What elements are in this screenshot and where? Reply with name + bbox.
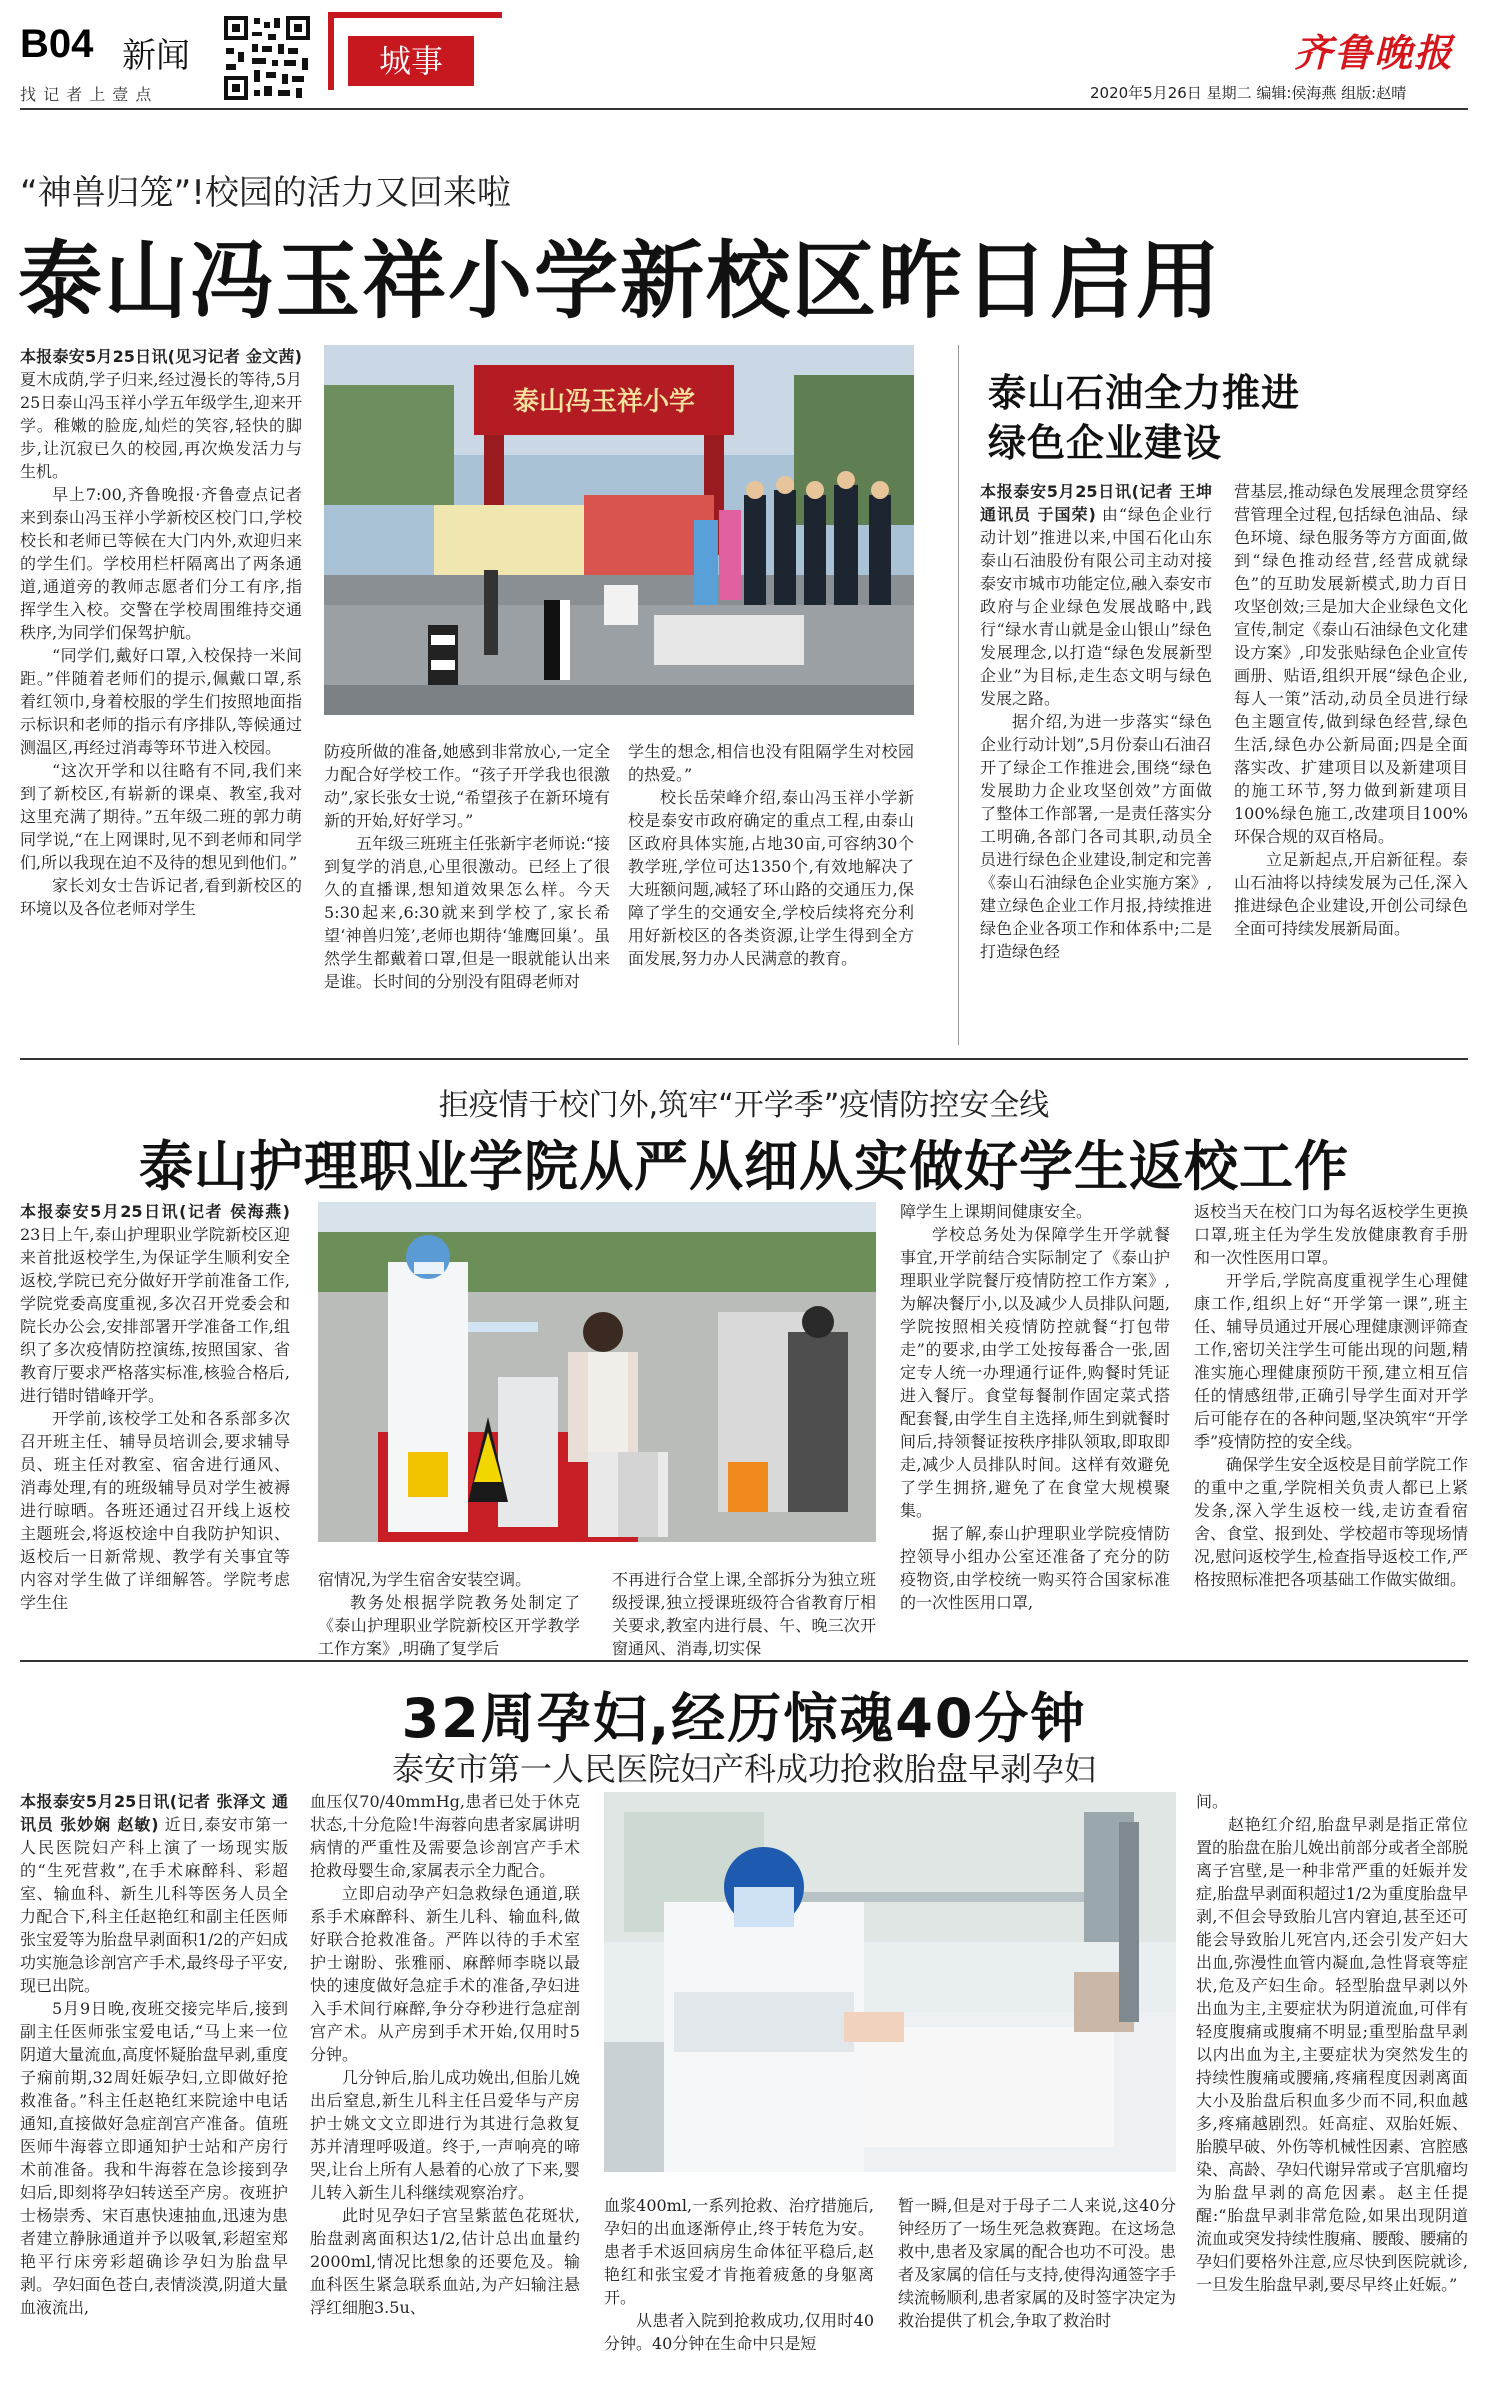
story3-col1: 本报泰安5月25日讯(记者 侯海燕) 23日上午,泰山护理职业学院新校区迎来首批返校学生,为保证学生顺利安全返校,学院已充分做好开学前准备工作,学院党委高度重视,多次召开党委会和院长办公会,安排部署开学准备工作,组织了多次疫情防控演练,按照国家、省教育厅要求严格落实标准,核验合格后,进行错时错峰开学。 开学前,该校学工处和各系部多次召开班主任、辅导员培训会,要求辅导员、班主任对教室、宿舍进行通风、消毒处理,有的班级辅导员对学生被褥进行晾晒。各班还通过召开线上返校主题班会,将返校途中自我防护知识、返校后一日新常规、教学有关事宜等内容对学生做了详细解答。学院考虑学生住 [20,1202,290,1612]
sub-left: 找 记 者 上 壹 点 [20,85,153,104]
story3-col5: 返校当天在校门口为每名返校学生更换口罩,班主任为学生发放健康教育手册和一次性医用口罩。 开学后,学院高度重视学生心理健康工作,组织上好“开学第一课”,班主任、辅导员通过开展心理健康测评筛查工作,密切关注学生可能出现的问题,精准实施心理健康预防干预,建立相互信任的情感纽带,正确引导学生面对开学后可能存在的各种问题,坚决筑牢“开学季”疫情防控的安全线。 确保学生安全返校是目前学院工作的重中之重,学院相关负责人都已上紧发条,深入学生返校一线,走访查看宿舍、食堂、报到处、学校超市等现场情况,慰问返校学生,检查指导返校工作,严格按照标准把各项基础工作做实做细。 [1194,1202,1468,1589]
story3-kicker: 拒疫情于校门外,筑牢“开学季”疫情防控安全线 [438,1088,1050,1123]
story4-subhead: 泰安市第一人民医院妇产科成功抢救胎盘早剥孕妇 [391,1750,1096,1788]
section-tag-label: 城事 [378,42,443,80]
section-rule-1 [20,1058,1468,1060]
story4-col2: 血压仅70/40mmHg,患者已处于休克状态,十分危险!牛海蓉向患者家属讲明病情的严重性及需要急诊剖宫产手术抢救母婴生命,家属表示全力配合。 立即启动孕产妇急救绿色通道,联系手术麻醉科、新生儿科、输血科,做好联合抢救准备。严阵以待的手术室护士谢盼、张雅丽、麻醉师李晓以最快的速度做好急症手术的准备,孕妇进入手术间行麻醉,争分夺秒进行急症剖宫产术。从产房到手术开始,仅用时5分钟。 几分钟后,胎儿成功娩出,但胎儿娩出后窒息,新生儿科主任吕爱华与产房护士姚文文立即进行为其进行急救复苏并清理呼吸道。终于,一声响亮的啼哭,让台上所有人悬着的心放了下来,婴儿转入新生儿科继续观察治疗。 此时见孕妇子宫呈紫蓝色花斑状,胎盘剥离面积达1/2,估计总出血量约2000ml,情况比想象的还要危及。输血科医生紧急联系血站,为产妇输注悬浮红细胞3.5u、 [310,1792,580,2317]
story2-headline [988,368,1318,468]
qr-code[interactable] [222,14,312,102]
header-rule [20,108,1468,110]
story1-col3: 学生的想念,相信也没有阻隔学生对校园的热爱。” 校长岳荣峰介绍,泰山冯玉祥小学新校是泰安市政府确定的重点工程,由泰山区政府具体实施,占地30亩,可容纳30个教学班,学位可达1350个,有效地解决了大班额问题,减轻了环山路的交通压力,保障了学生的交通安全,学校后续将充分利用好新校区的各类资源,让学生得到全方面发展,努力办人民满意的教育。 [628,742,914,968]
story1-kicker: “神兽归笼”!校园的活力又回来啦 [20,173,511,213]
brand-logo: 齐鲁晚报 [1294,30,1455,75]
story3-col3: 不再进行合堂上课,全部拆分为独立班级授课,独立授课班级符合省教育厅相关要求,教室内进行晨、午、晚三次开窗通风、消毒,切实保 [612,1570,876,1658]
story2-headline-text: 泰山石油全力推进绿色企业建设 [988,371,1301,465]
story3-col4: 障学生上课期间健康安全。 学校总务处为保障学生开学就餐事宜,开学前结合实际制定了《泰山护理职业学院餐厅疫情防控工作方案》,为解决餐厅小,以及减少人员排队问题,学院按照相关疫情防控就餐“打包带走”的要求,由学工处按每番合一张,固定专人统一办理通行证件,购餐时凭证进入餐厅。食堂每餐制作固定菜式搭配套餐,由学生自主选择,师生到就餐时间后,持领餐证按秩序排队领取,即取即走,减少人员排队时间。这样有效避免了学生拥挤,避免了在食堂大规模聚集。 据了解,泰山护理职业学院疫情防控领导小组办公室还准备了充分的防疫物资,由学校统一购买符合国家标准的一次性医用口罩, [900,1202,1170,1612]
section-name: 新闻 [122,36,190,76]
story2-col1: 本报泰安5月25日讯(记者 王坤 通讯员 于国荣) 由“绿色企业行动计划”推进以来,中国石化山东泰山石油股份有限公司主动对接泰安市城市功能定位,融入泰安市政府与企业绿色发展战略中,践行“绿水青山就是金山银山”绿色发展理念,以打造“绿色发展新型企业”为目标,走生态文明与绿色发展之路。 据介绍,为进一步落实“绿色企业行动计划”,5月份泰山石油召开了绿企工作推进会,围绕“绿色发展助力企业攻坚创效”方面做了整体工作部署,一是责任落实分工明确,各部门各司其职,动员全员进行绿色企业建设,制定和完善《泰山石油绿色企业实施方案》,建立绿色企业工作月报,持续推进绿色企业各项工作和体系中;二是打造绿色经 [980,482,1212,961]
story1-col2: 防疫所做的准备,她感到非常放心,一定全力配合好学校工作。“孩子开学我也很激动”,家长张女士说,“希望孩子在新环境有新的开始,好好学习。” 五年级三班班主任张新宇老师说:“接到复学的消息,心里很激动。已经上了很久的直播课,想知道效果怎么样。今天5:30起来,6:30就来到学校了,家长希望‘神兽归笼’,老师也期待‘雏鹰回巢’。虽然学生都戴着口罩,但是一眼就能认出来是谁。长时间的分别没有阻碍老师对 [324,742,610,991]
photo-sign-text: 泰山冯玉祥小学 [512,387,695,417]
story4-col3: 血浆400ml,一系列抢救、治疗措施后,孕妇的出血逐渐停止,终于转危为安。患者手术返回病房生命体征平稳后,赵艳红和张宝爱才肯拖着疲惫的身躯离开。 从患者入院到抢救成功,仅用时40分钟。40分钟在生命中只是短 [604,2196,874,2353]
story4-col1: 本报泰安5月25日讯(记者 张泽文 通讯员 张妙娴 赵敏) 近日,泰安市第一人民医院妇产科上演了一场现实版的“生死营救”,在手术麻醉科、彩超室、输血科、新生儿科等医务人员全力配合下,科主任赵艳红和副主任医师张宝爱等为胎盘早剥面积1/2的产妇成功实施急诊剖宫产手术,最终母子平安,现已出院。 5月9日晚,夜班交接完毕后,接到副主任医师张宝爱电话,“马上来一位阴道大量流血,高度怀疑胎盘早剥,重度子痫前期,32周妊娠孕妇,立即做好抢救准备。”科主任赵艳红来院途中电话通知,直接做好急症剖宫产准备。值班医师牛海蓉立即通知护士站和产房行术前准备。我和牛海蓉在急诊接到孕妇后,即刻将孕妇转送至产房。夜班护士杨崇秀、宋百惠快速抽血,迅速为患者建立静脉通道并予以吸氧,彩超室郑艳平行床旁彩超确诊孕妇为胎盘早剥。孕妇面色苍白,表情淡漠,阴道大量血液流出, [20,1792,288,2317]
section-tag [348,36,474,86]
date-line: 2020年5月26日 星期二 编辑:侯海燕 组版:赵晴 [1090,84,1407,102]
section-rule-2 [20,1660,1468,1662]
masthead [0,0,1488,110]
story1-divider-v [958,345,959,1045]
story2-col2: 营基层,推动绿色发展理念贯穿经营管理全过程,包括绿色油品、绿色环境、绿色服务等方方面面,做到“绿色推动经营,经营成就绿色”的互助发展新模式,助力百日攻坚创效;三是加大企业绿色文化宣传,制定《泰山石油绿色文化建设方案》,印发张贴绿色企业宣传画册、贴语,组织开展“绿色企业,每人一策”活动,动员全员进行绿色主题宣传,做到绿色经营,绿色生活,绿色办公新局面;四是全面落实改、扩建项目以及新建项目的施工环节,努力做到新建项目100%绿色施工,改建项目100%环保合规的双百格局。 立足新起点,开启新征程。泰山石油将以持续发展为己任,深入推进绿色企业建设,开创公司绿色全面可持续发展新局面。 [1234,482,1468,938]
page-code: B04 [20,22,94,66]
story4-photo [604,1792,1176,2172]
story3-photo [318,1202,876,1542]
story3-headline: 泰山护理职业学院从严从细从实做好学生返校工作 [139,1135,1349,1198]
story4-col4: 暂一瞬,但是对于母子二人来说,这40分钟经历了一场生死急救赛跑。在这场急救中,患者及家属的配合也功不可没。患者及家属的信任与支持,使得沟通签字手续流畅顺利,患者家属的及时签字决定为救治提供了机会,争取了救治时 [898,2196,1176,2330]
story3-col2: 宿情况,为学生宿舍安装空调。 教务处根据学院教务处制定了《泰山护理职业学院新校区开学教学工作方案》,明确了复学后 [318,1570,580,1658]
story4-col5: 间。 赵艳红介绍,胎盘早剥是指正常位置的胎盘在胎儿娩出前部分或者全部脱离子宫壁,是一种非常严重的妊娠并发症,胎盘早剥面积超过1/2为重度胎盘早剥,不但会导致胎儿宫内窘迫,甚至还可能会导致胎儿死宫内,还会引发产妇大出血,弥漫性血管内凝血,急性肾衰等症状,危及产妇生命。轻型胎盘早剥以外出血为主,主要症状为阴道流血,可伴有轻度腹痛或腹痛不明显;重型胎盘早剥以内出血为主,主要症状为突然发生的持续性腹痛或腰痛,疼痛程度因剥离面大小及胎盘后积血多少而不同,积血越多,疼痛越剧烈。妊高症、双胎妊娠、胎膜早破、外伤等机械性因素、宫腔感染、高龄、孕妇代谢异常或子宫肌瘤均为胎盘早剥的高危因素。赵主任提醒:“胎盘早剥非常危险,如果出现阴道流血或突发持续性腹痛、腰酸、腰痛的孕妇们要格外注意,应尽快到医院就诊,一旦发生胎盘早剥,要尽早终止妊娠。” [1196,1792,1469,2294]
story1-col1: 本报泰安5月25日讯(见习记者 金文茜) 夏木成荫,学子归来,经过漫长的等待,5月25日泰山冯玉祥小学五年级学生,迎来开学。稚嫩的脸庞,灿烂的笑容,轻快的脚步,让沉寂已久的校园,再次焕发活力与生机。 早上7:00,齐鲁晚报·齐鲁壹点记者来到泰山冯玉祥小学新校区校门口,学校校长和老师已等候在大门内外,欢迎归来的学生们。学校用栏杆隔离出了两条通道,通道旁的教师志愿者们分工有序,指挥学生入校。交警在学校周围维持交通秩序,为同学们保驾护航。 “同学们,戴好口罩,入校保持一米间距。”伴随着老师们的提示,佩戴口罩,系着红领巾,身着校服的学生们按照地面指示标识和老师的指示有序排队,等候通过测温区,再经过消毒等环节进入校园。 “这次开学和以往略有不同,我们来到了新校区,有崭新的课桌、教室,我对这里充满了期待。”五年级二班的郭力萌同学说,“在上网课时,见不到老师和同学们,所以我现在迫不及待的想见到他们。” 家长刘女士告诉记者,看到新校区的环境以及各位老师对学生 [20,347,302,918]
story4-headline: 32周孕妇,经历惊魂40分钟 [401,1687,1087,1750]
story1-photo [324,345,914,715]
story1-headline: 泰山冯玉祥小学新校区昨日启用 [18,232,1223,330]
